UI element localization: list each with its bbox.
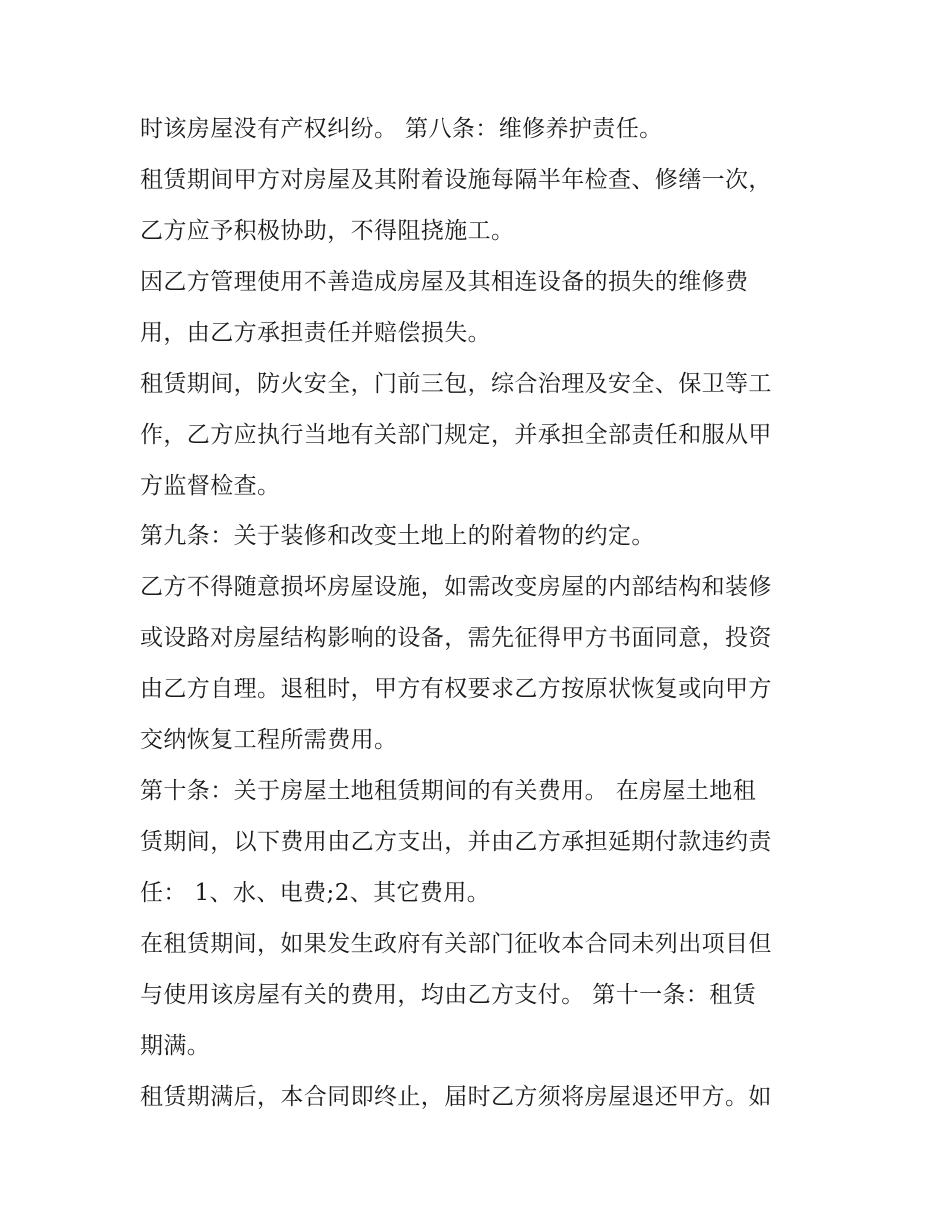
text-line: 方监督检查。 [140,473,281,499]
text-line: 在租赁期间，如果发生政府有关部门征收本合同未列出项目但 [140,931,772,957]
text-line: 乙方不得随意损坏房屋设施，如需改变房屋的内部结构和装修 [140,574,772,600]
text-line: 乙方应予积极协助，不得阻挠施工。 [140,218,515,244]
text-line: 用，由乙方承担责任并赔偿损失。 [140,320,491,346]
text-line: 由乙方自理。退租时，甲方有权要求乙方按原状恢复或向甲方 [140,676,772,702]
text-line: 租赁期间甲方对房屋及其附着设施每隔半年检查、修缮一次， [140,167,772,193]
text-line: 因乙方管理使用不善造成房屋及其相连设备的损失的维修费 [140,269,749,295]
text-line: 赁期间，以下费用由乙方支出，并由乙方承担延期付款违约责 [140,829,772,855]
text-line: 租赁期间，防火安全，门前三包，综合治理及安全、保卫等工 [140,371,772,397]
text-line: 任： 1、水、电费;2、其它费用。 [140,880,491,906]
section-heading: 第九条：关于装修和改变土地上的附着物的约定。 [140,523,655,549]
text-line: 或设路对房屋结构影响的设备，需先征得甲方书面同意，投资 [140,625,772,651]
text-line: 与使用该房屋有关的费用，均由乙方支付。 第十一条：租赁 [140,982,757,1008]
text-line: 期满。 [140,1033,211,1059]
text-line: 作，乙方应执行当地有关部门规定，并承担全部责任和服从甲 [140,422,772,448]
text-line: 交纳恢复工程所需费用。 [140,727,398,753]
section-heading: 第十条：关于房屋土地租赁期间的有关费用。 在房屋土地租 [140,778,757,804]
text-line: 时该房屋没有产权纠纷。 第八条：维修养护责任。 [140,116,663,142]
text-line: 租赁期满后，本合同即终止，届时乙方须将房屋退还甲方。如 [140,1084,772,1110]
